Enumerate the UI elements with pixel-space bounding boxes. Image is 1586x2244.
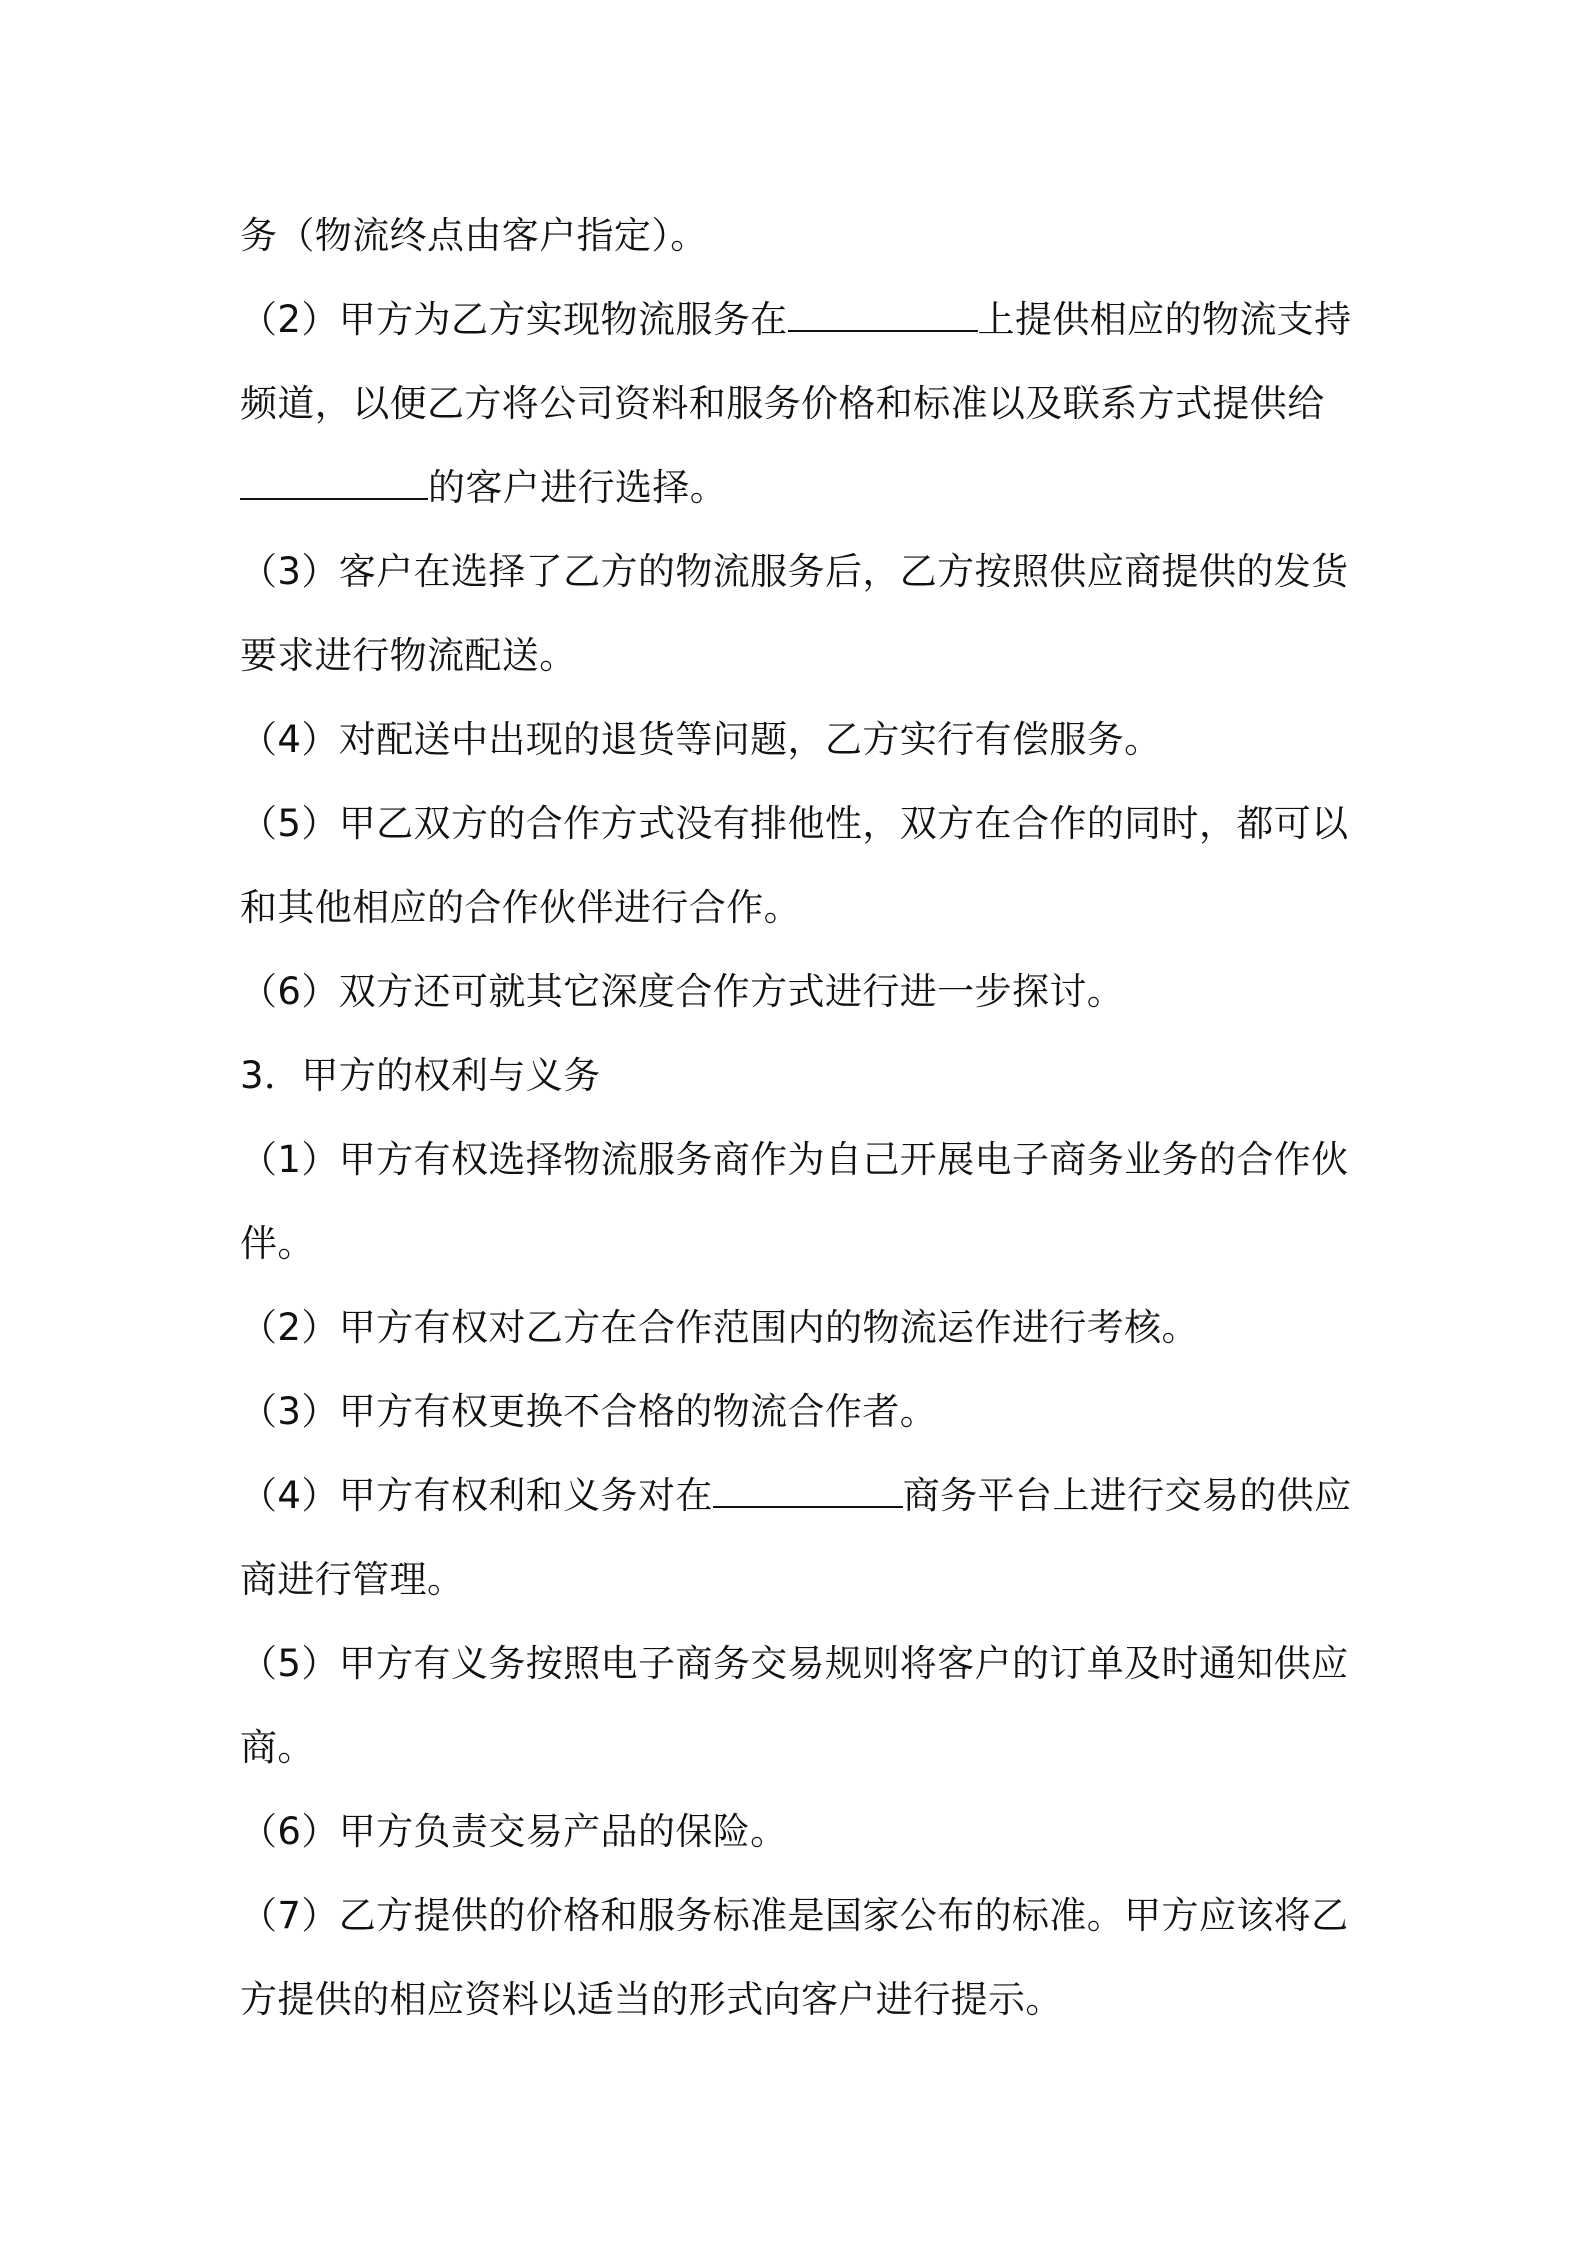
fill-in-blank[interactable] xyxy=(713,1476,903,1508)
text-line xyxy=(240,1790,1370,1874)
text-line xyxy=(240,1370,1370,1454)
text-line xyxy=(240,1538,1370,1622)
line-text: 商。 xyxy=(240,1726,315,1769)
text-line xyxy=(240,362,1370,446)
line-text: 伴。 xyxy=(240,1222,315,1265)
line-text: 频道，以便乙方将公司资料和服务价格和标准以及联系方式提供给 xyxy=(240,382,1325,425)
text-line xyxy=(240,446,1370,530)
text-line xyxy=(240,194,1370,278)
line-text: 商务平台上进行交易的供应 xyxy=(902,1474,1352,1517)
line-text: （1）甲方有权选择物流服务商作为自己开展电子商务业务的合作伙 xyxy=(240,1138,1349,1181)
line-text: （2）甲方有权对乙方在合作范围内的物流运作进行考核。 xyxy=(240,1306,1199,1349)
text-line xyxy=(240,950,1370,1034)
text-line xyxy=(240,782,1370,866)
line-text: 和其他相应的合作伙伴进行合作。 xyxy=(240,886,801,929)
text-line xyxy=(240,866,1370,950)
line-text: （3）客户在选择了乙方的物流服务后，乙方按照供应商提供的发货 xyxy=(240,550,1349,593)
line-text: （5）甲乙双方的合作方式没有排他性，双方在合作的同时，都可以 xyxy=(240,802,1349,845)
line-text: 3．甲方的权利与义务 xyxy=(240,1054,601,1097)
line-text: （6）甲方负责交易产品的保险。 xyxy=(240,1810,788,1853)
text-line xyxy=(240,698,1370,782)
line-text: （4）甲方有权利和义务对在 xyxy=(240,1474,713,1517)
text-line xyxy=(240,1286,1370,1370)
line-text: 的客户进行选择。 xyxy=(428,466,728,509)
line-text: 方提供的相应资料以适当的形式向客户进行提示。 xyxy=(240,1978,1063,2021)
document-body xyxy=(240,194,1370,2042)
line-text: （5）甲方有义务按照电子商务交易规则将客户的订单及时通知供应 xyxy=(240,1642,1349,1685)
line-text: （7）乙方提供的价格和服务标准是国家公布的标准。甲方应该将乙 xyxy=(240,1894,1349,1937)
line-text: （2）甲方为乙方实现物流服务在 xyxy=(240,298,788,341)
text-line xyxy=(240,278,1370,362)
section-heading xyxy=(240,1034,1370,1118)
text-line xyxy=(240,1454,1370,1538)
line-text: （3）甲方有权更换不合格的物流合作者。 xyxy=(240,1390,938,1433)
text-line xyxy=(240,1118,1370,1202)
line-text: （4）对配送中出现的退货等问题，乙方实行有偿服务。 xyxy=(240,718,1162,761)
fill-in-blank[interactable] xyxy=(788,300,978,332)
text-line xyxy=(240,1706,1370,1790)
text-line xyxy=(240,1202,1370,1286)
text-line xyxy=(240,1958,1370,2042)
fill-in-blank[interactable] xyxy=(240,468,428,500)
line-text: 要求进行物流配送。 xyxy=(240,634,577,677)
text-line xyxy=(240,530,1370,614)
line-text: （6）双方还可就其它深度合作方式进行进一步探讨。 xyxy=(240,970,1125,1013)
text-line xyxy=(240,1622,1370,1706)
line-text: 务（物流终点由客户指定）。 xyxy=(240,214,708,257)
line-text: 商进行管理。 xyxy=(240,1558,465,1601)
text-line xyxy=(240,614,1370,698)
text-line xyxy=(240,1874,1370,1958)
line-text: 上提供相应的物流支持 xyxy=(977,298,1352,341)
